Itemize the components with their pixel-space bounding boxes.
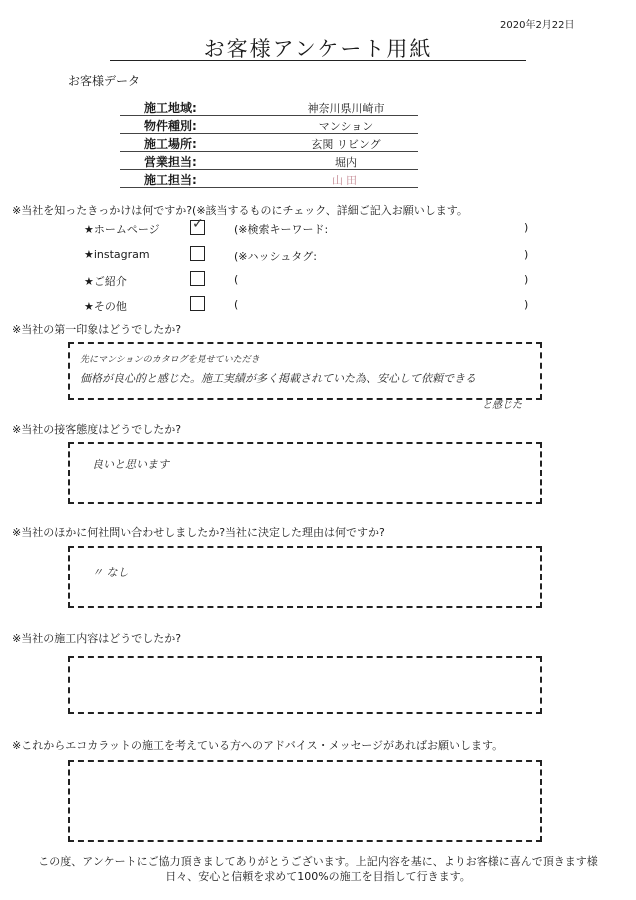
option-label-instagram: ★instagram — [84, 248, 150, 261]
check-mark-icon: ✓ — [192, 216, 204, 232]
checkbox-referral[interactable] — [190, 271, 205, 286]
handwritten-answer-line: 先にマンションのカタログを見せていただき — [80, 355, 260, 365]
info-key: 施工場所: — [144, 137, 197, 151]
customer-data-label: お客様データ — [68, 74, 141, 88]
question-how-found: ※当社を知ったきっかけは何ですか?(※該当するものにチェック、詳細ご記入お願いします。 — [12, 204, 468, 217]
footer-message-line1: この度、アンケートにご協力頂きましてありがとうございます。上記内容を基に、よりお客様に喜んで頂きます様 — [38, 855, 598, 868]
option-label-homepage: ★ホームページ — [84, 223, 160, 236]
info-value: マンション — [318, 120, 374, 133]
handwritten-answer-line: 良いと思います — [92, 458, 169, 471]
question-other-companies: ※当社のほかに何社問い合わせしましたか?当社に決定した理由は何ですか? — [12, 526, 385, 539]
footer-message-line2: 日々、安心と信頼を求めて100%の施工を目指して行きます。 — [165, 870, 471, 883]
handwritten-answer-line: 価格が良心的と感じた。施工実績が多く掲載されていた為、安心して依頼できる — [80, 372, 476, 385]
answer-box-work-quality[interactable] — [68, 656, 542, 714]
info-key: 施工担当: — [144, 173, 197, 187]
paren-close: ) — [524, 273, 529, 286]
info-key: 営業担当: — [144, 155, 197, 169]
info-row-property-type — [120, 116, 418, 134]
info-key: 物件種別: — [144, 119, 197, 133]
installer-stamp: 山田 — [332, 174, 360, 187]
question-advice: ※これからエコカラットの施工を考えている方へのアドバイス・メッセージがあればお願いします。 — [12, 739, 504, 752]
info-row-location — [120, 134, 418, 152]
answer-box-first-impression[interactable] — [68, 342, 542, 411]
checkbox-instagram[interactable] — [190, 246, 205, 261]
answer-box-advice[interactable] — [68, 760, 542, 842]
info-key: 施工地域: — [144, 101, 197, 115]
paren-close: ) — [524, 248, 529, 261]
question-first-impression: ※当社の第一印象はどうでしたか? — [12, 323, 182, 336]
option-detail-hashtag: (※ハッシュタグ: — [234, 250, 317, 263]
info-value: 神奈川県川崎市 — [307, 102, 385, 115]
info-row-installer — [120, 170, 418, 188]
title-underline — [110, 60, 526, 61]
info-row-sales-rep — [120, 152, 418, 170]
answer-box-customer-service[interactable] — [68, 442, 542, 504]
handwritten-answer-line: と感じた — [482, 400, 522, 411]
question-customer-service: ※当社の接客態度はどうでしたか? — [12, 423, 182, 436]
paren-close: ) — [524, 298, 529, 311]
paren-close: ) — [524, 221, 529, 234]
handwritten-answer-line: 〃 なし — [92, 566, 129, 579]
checkbox-homepage[interactable] — [190, 216, 205, 235]
option-detail-other: ( — [234, 298, 239, 311]
option-detail-referral: ( — [234, 273, 239, 286]
page-title: お客様アンケート用紙 — [203, 37, 433, 61]
option-label-other: ★その他 — [84, 300, 127, 313]
info-value: 玄関 リビング — [311, 138, 381, 151]
question-work-quality: ※当社の施工内容はどうでしたか? — [12, 632, 182, 645]
checkbox-other[interactable] — [190, 296, 205, 311]
option-detail-keyword: (※検索キーワード: — [234, 223, 329, 236]
option-label-referral: ★ご紹介 — [84, 275, 127, 288]
answer-box-other-companies[interactable] — [68, 546, 542, 608]
info-value: 堀内 — [335, 156, 357, 169]
survey-date: 2020年2月22日 — [500, 20, 575, 31]
info-row-area — [120, 98, 418, 116]
